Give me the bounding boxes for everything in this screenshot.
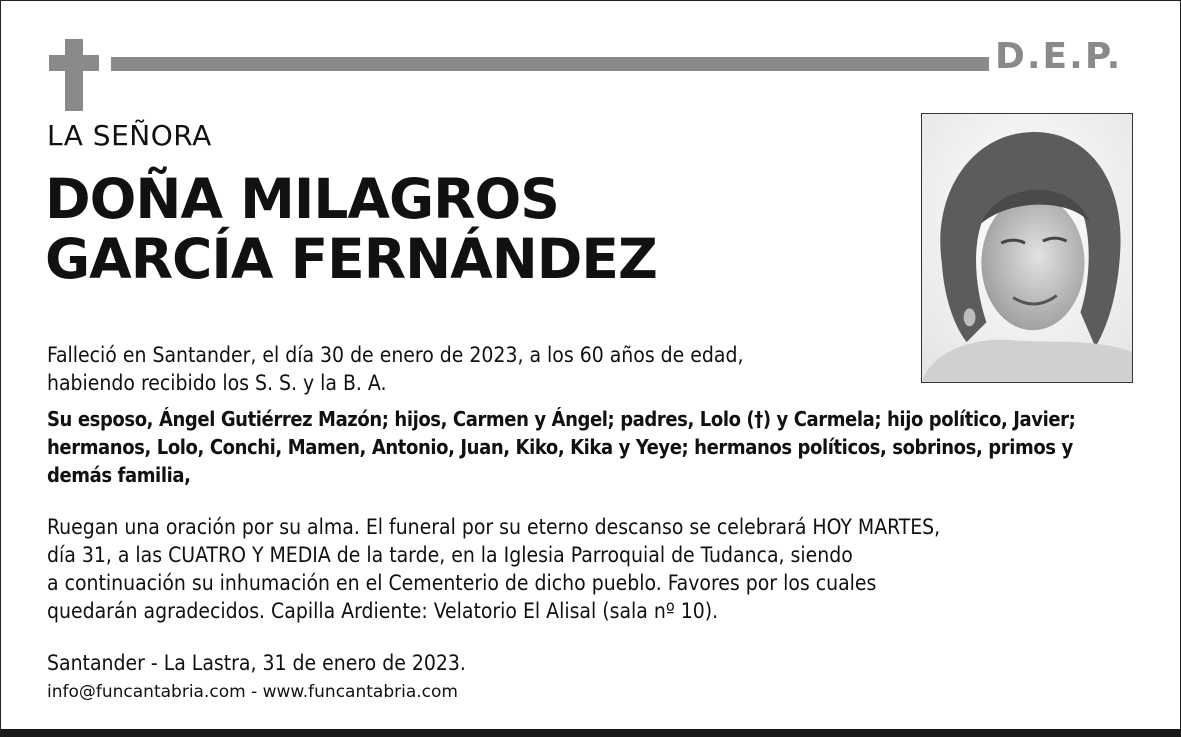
place-and-date: Santander - La Lastra, 31 de enero de 2023.: [47, 651, 466, 675]
death-line2: habiendo recibido los S. S. y la B. A.: [47, 371, 387, 395]
header-rule: [111, 57, 989, 71]
cross-horizontal-bar: [49, 55, 99, 71]
ceremony-line1: Ruegan una oración por su alma. El funeral por su eterno descanso se celebrará HOY MARTES,: [47, 515, 941, 539]
cross-vertical-bar: [65, 39, 83, 111]
death-line1: Falleció en Santander, el día 30 de enero de 2023, a los 60 años de edad,: [47, 343, 744, 367]
ceremony-line4: quedarán agradecidos. Capilla Ardiente: Velatorio El Alisal (sala nº 10).: [47, 599, 719, 623]
deceased-title: LA SEÑORA: [47, 119, 212, 152]
portrait-image: [922, 114, 1132, 382]
portrait-photo: [921, 113, 1133, 383]
dep-label: D.E.P.: [995, 36, 1123, 77]
ceremony-line2: día 31, a las CUATRO Y MEDIA de la tarde, en la Iglesia Parroquial de Tudanca, siendo: [47, 543, 853, 567]
family-list: Su esposo, Ángel Gutiérrez Mazón; hijos, Carmen y Ángel; padres, Lolo (†) y Carmela; hijo político, Javier; hermanos, Lolo, Conchi, Mamen, Antonio, Juan, Kiko, Kika y Yeye; hermanos políticos, sobrinos, primos y demás familia,: [47, 407, 1076, 487]
deceased-name-line2: GARCÍA FERNÁNDEZ: [45, 227, 657, 291]
deceased-name: [45, 169, 657, 289]
funeral-details: [47, 513, 1142, 625]
deceased-name-line1: DOÑA MILAGROS: [45, 167, 559, 231]
contact-info: info@funcantabria.com - www.funcantabria.com: [47, 682, 458, 702]
death-notice: [47, 341, 744, 397]
ceremony-line3: a continuación su inhumación en el Cementerio de dicho pueblo. Favores por los cuales: [47, 571, 877, 595]
